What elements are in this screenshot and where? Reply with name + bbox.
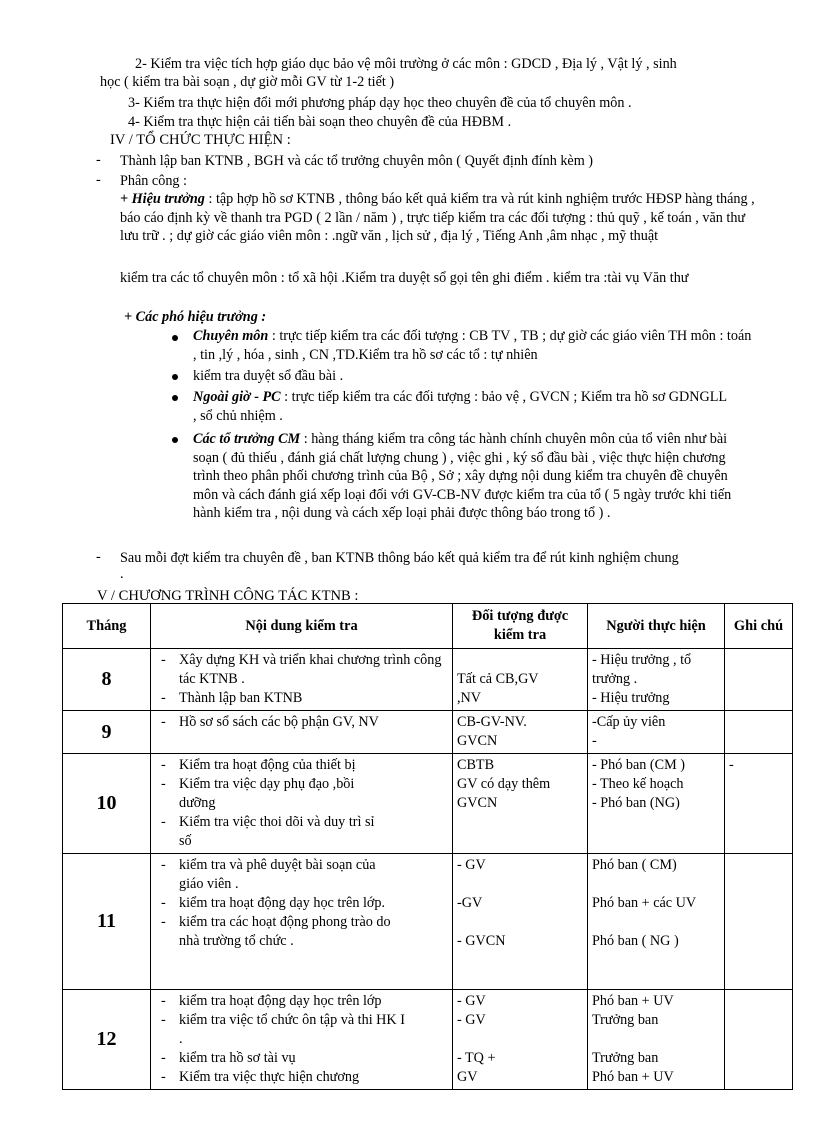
bullet-extracurricular-label: Ngoài giờ - PC [193, 389, 281, 405]
list-item: - Thành lập ban KTNB [155, 689, 448, 708]
executor-line: Phó ban ( CM) [592, 857, 677, 873]
target-line [457, 913, 583, 932]
target-line: GV [457, 1069, 478, 1085]
table-row [63, 754, 793, 854]
executor-line: - Hiệu trưởng , tổ trưởng . [592, 652, 692, 687]
bullet-department-heads-label: Các tổ trưởng CM [193, 431, 301, 447]
section-5-heading: V / CHƯƠNG TRÌNH CÔNG TÁC KTNB : [97, 588, 359, 604]
target-line: - GV [457, 993, 486, 1009]
dash-marker: - [96, 172, 101, 188]
target-line: - GV [457, 857, 486, 873]
target-line [457, 875, 583, 894]
executor-line: Trưởng ban [592, 1050, 659, 1066]
executor-line: - Hiệu trưởng [592, 690, 670, 706]
target-line [457, 651, 583, 670]
list-item: - kiểm tra và phê duyệt bài soạn của giáo viên . [155, 856, 400, 894]
item-2-line-1: 2- Kiểm tra việc tích hợp giáo dục bảo vệ môi trường ở các môn : GDCD , Địa lý , Vật lý , sinh [135, 56, 677, 72]
table-row [63, 711, 793, 754]
content-cell [151, 711, 453, 754]
item-3: 3- Kiểm tra thực hiện đổi mới phương pháp dạy học theo chuyên đề của tổ chuyên môn . [128, 95, 632, 111]
month-cell: 8 [63, 649, 151, 711]
table-row [63, 990, 793, 1090]
bullet-department-heads [193, 430, 749, 523]
executor-cell [588, 711, 725, 754]
bullet-dot [172, 374, 178, 380]
bullet-dot [172, 437, 178, 443]
executor-line [592, 875, 720, 894]
target-cell [453, 711, 588, 754]
dash-marker: - [96, 549, 101, 565]
executor-line: - Phó ban (CM ) [592, 757, 686, 773]
target-line: GV có dạy thêm [457, 776, 551, 792]
header-executor: Người thực hiện [588, 604, 725, 649]
executor-cell [588, 854, 725, 990]
dash-2-text: Phân công : [120, 173, 187, 189]
target-line: -GV [457, 895, 483, 911]
executor-line [592, 913, 720, 932]
note-cell [725, 649, 793, 711]
target-line: - GVCN [457, 933, 506, 949]
list-item: - Kiểm tra việc dạy phụ đạo ,bồi dưỡng [155, 775, 388, 813]
note-cell [725, 711, 793, 754]
list-item: - Kiểm tra việc thực hiện chương [155, 1068, 448, 1087]
month-cell: 9 [63, 711, 151, 754]
target-cell [453, 649, 588, 711]
bullet-extracurricular [193, 388, 733, 425]
note-cell [725, 854, 793, 990]
bullet-dot [172, 395, 178, 401]
content-cell [151, 854, 453, 990]
executor-cell [588, 990, 725, 1090]
bullet-check-logbook: kiểm tra duyệt sổ đầu bài . [193, 368, 344, 384]
month-cell: 10 [63, 754, 151, 854]
ktnb-schedule-table [62, 603, 793, 1090]
content-cell [151, 649, 453, 711]
list-item: - kiểm tra hoạt động dạy học trên lớp. [155, 894, 400, 913]
target-line: Tất cả CB,GV [457, 671, 539, 687]
executor-cell [588, 754, 725, 854]
target-line: - TQ + [457, 1050, 496, 1066]
month-cell: 11 [63, 854, 151, 990]
note-cell: - [725, 754, 793, 854]
item-4: 4- Kiểm tra thực hiện cải tiến bài soạn theo chuyên đề của HĐBM . [128, 114, 512, 130]
header-target: Đối tượng được kiểm tra [453, 604, 588, 649]
target-cell [453, 990, 588, 1090]
executor-line: - [592, 733, 597, 749]
target-line [457, 1030, 583, 1049]
list-item: - Xây dựng KH và triển khai chương trình công tác KTNB . [155, 651, 448, 689]
item-2-line-2: học ( kiểm tra bài soạn , dự giờ mỗi GV từ 1-2 tiết ) [100, 74, 395, 90]
dash-marker: - [96, 152, 101, 168]
target-cell [453, 754, 588, 854]
table-row [63, 854, 793, 990]
executor-line [592, 1030, 720, 1049]
bullet-dot [172, 335, 178, 341]
bullet-extracurricular-text: : trực tiếp kiểm tra các đối tượng : bảo vệ , GVCN ; Kiểm tra hồ sơ GDNGLL , sổ chủ nhiệm . [193, 389, 727, 424]
target-line: - GV [457, 1012, 486, 1028]
header-month: Tháng [63, 604, 151, 649]
bullet-professional [193, 327, 753, 364]
target-line: ,NV [457, 690, 482, 706]
content-cell [151, 754, 453, 854]
principal-text: : tập hợp hồ sơ KTNB , thông báo kết quả kiểm tra và rút kinh nghiệm trước HĐSP hàng tháng , báo cáo định kỳ về thanh tra PGD ( 2 lần / năm ) , trực tiếp kiểm tra các đối tượng : thủ quỹ , kế toán , văn thư lưu trữ . ; dự giờ các giáo viên môn : .ngữ văn , lịch sử , địa lý , Tiếng Anh ,âm nhạc , mỹ thuật [120, 191, 755, 244]
target-line: GVCN [457, 733, 498, 749]
dash-3-continuation: . [120, 566, 124, 582]
list-item: - kiểm tra hoạt động dạy học trên lớp [155, 992, 448, 1011]
list-item: - Kiểm tra hoạt động của thiết bị [155, 756, 388, 775]
header-content: Nội dung kiểm tra [151, 604, 453, 649]
executor-line: Trưởng ban [592, 1012, 659, 1028]
dash-1-text: Thành lập ban KTNB , BGH và các tổ trưởng chuyên môn ( Quyết định đính kèm ) [120, 153, 594, 169]
principal-label: + Hiệu trưởng [120, 191, 205, 207]
executor-line: Phó ban + UV [592, 1069, 674, 1085]
executor-cell [588, 649, 725, 711]
list-item: - kiểm tra việc tổ chức ôn tập và thi HK I . [155, 1011, 448, 1049]
content-cell [151, 990, 453, 1090]
list-item: - kiểm tra các hoạt động phong trào do nhà trường tổ chức . [155, 913, 400, 951]
list-item: - Kiểm tra việc thoi dõi và duy trì sỉ số [155, 813, 388, 851]
executor-line: Phó ban ( NG ) [592, 933, 679, 949]
bullet-professional-text: : trực tiếp kiểm tra các đối tượng : CB TV , TB ; dự giờ các giáo viên TH môn : toán , tin ,lý , hóa , sinh , CN ,TD.Kiểm tra hồ sơ các tổ : tự nhiên [193, 328, 752, 363]
table-row [63, 649, 793, 711]
target-line: CB-GV-NV. [457, 714, 527, 730]
vice-principals-heading: + Các phó hiệu trưởng : [124, 309, 267, 325]
note-cell [725, 990, 793, 1090]
dash-3-text: Sau mỗi đợt kiểm tra chuyên đề , ban KTNB thông báo kết quả kiểm tra để rút kinh nghiệm chung [120, 550, 679, 566]
section-4-heading: IV / TỔ CHỨC THỰC HIỆN : [110, 132, 291, 148]
executor-line: -Cấp ủy viên [592, 714, 666, 730]
target-line: GVCN [457, 795, 498, 811]
executor-line: Phó ban + UV [592, 993, 674, 1009]
month-cell: 12 [63, 990, 151, 1090]
table-header-row [63, 604, 793, 649]
target-line: CBTB [457, 757, 495, 773]
bullet-professional-label: Chuyên môn [193, 328, 269, 344]
bullet-department-heads-text: : hàng tháng kiểm tra công tác hành chính chuyên môn của tổ viên như bài soạn ( đủ thiếu , đánh giá chất lượng chung ) , việc ghi , ký sổ đầu bài , việc thực hiện chương trình theo phân phối chương trình của Bộ , Sở ; xây dựng nội dung kiểm tra chuyên đề chuyên môn và cách đánh giá xếp loại đối với GV-CB-NV được kiểm tra của tổ ( 5 ngày trước khi tiến hành kiểm tra , nội dung và cách xếp loại phải được thông báo trong tổ ) . [193, 431, 732, 521]
executor-line: - Theo kế hoạch [592, 776, 684, 792]
target-cell [453, 854, 588, 990]
list-item: - kiểm tra hồ sơ tài vụ [155, 1049, 448, 1068]
header-note: Ghi chú [725, 604, 793, 649]
principal-paragraph [120, 190, 758, 246]
principal-paragraph-2: kiểm tra các tổ chuyên môn : tổ xã hội .Kiểm tra duyệt sổ gọi tên ghi điểm . kiểm tra :tài vụ Văn thư [120, 270, 689, 286]
executor-line: Phó ban + các UV [592, 895, 697, 911]
list-item: - Hồ sơ sổ sách các bộ phận GV, NV [155, 713, 448, 732]
executor-line: - Phó ban (NG) [592, 795, 680, 811]
